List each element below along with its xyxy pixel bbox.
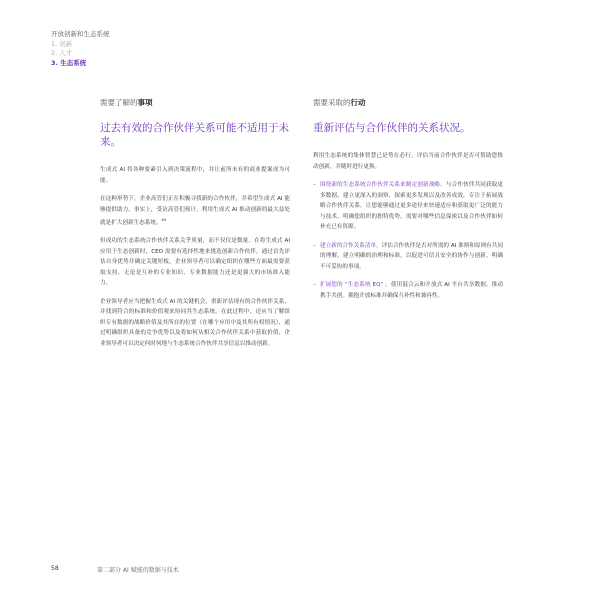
nav-item-ecosystem[interactable]: 3. 生态系统 (51, 58, 87, 67)
action-item (313, 241, 503, 273)
action-item (313, 280, 503, 301)
left-kicker-pre: 需要了解的 (100, 98, 138, 107)
right-kicker (313, 97, 503, 108)
actions-column (313, 97, 503, 309)
left-kicker (100, 97, 290, 108)
nav-item-innovation[interactable]: 1. 创新 (51, 39, 73, 48)
left-paragraph-2 (100, 194, 290, 228)
action-item (313, 180, 503, 233)
dash-bullet-icon: – (313, 282, 316, 288)
section-nav (51, 30, 110, 68)
right-kicker-strong: 行动 (350, 98, 366, 107)
dash-bullet-icon: – (313, 182, 316, 188)
action-text: 使用混合云和开放式 AI 平台共享数据，推动携手共创。拥抱开放标准并确保互补性和兼容性。 (320, 282, 503, 299)
dash-bullet-icon: – (313, 242, 316, 249)
action-text: 评估合作伙伴是否对所需的 AI 准则和原则有共同的理解。建立明确的治理和标准，以促进可信且安全的协作与创新。明确不可妥协的事项。 (320, 242, 503, 270)
left-paragraph-4: 企业领导者应当把握生成式 AI 的关键机会，重新评估现有的合作伙伴关系，并找到符合的标准和价值观来协同其生态系统。在此过程中，还应当了解组织专有数据的战略价值及其所在的位置（在哪个应用中及其所有权情况），通过明确组织具备的竞争优势以及将如何从相关合作伙伴关系中获取价值，企业领导者可以决定何时何地与生态系统合作伙伴共享信息以推动创新。 (100, 298, 290, 347)
action-text: 与合作伙伴共同获取更多数据、建立更深入的洞察、探索更多发现以及改善成效。专注于拓展战略合作伙伴关系，让您能够通过更多途径来快速适应和获取更广泛的能力与技术。明确您组织的独特优势、需要对哪些信息保密以及合作伙伴如何补充已有资源。 (320, 182, 503, 230)
left-heading: 过去有效的合作伙伴关系可能不适用于未来。 (100, 122, 289, 148)
left-paragraph-1: 生成式 AI 将各种要素引入到决策流程中，并让前所未有的商业提案成为可能。 (100, 167, 290, 184)
right-intro: 利用生态系统的集体智慧已是势在必行。评估当前合作伙伴是否可帮助您推动创新，并随时进行更换。 (313, 153, 503, 170)
action-lead: 建立新的合作关系清单。 (320, 242, 382, 249)
action-lead: 围绕新的生态系统合作伙伴关系来制定创新战略。 (320, 182, 446, 188)
action-list (313, 180, 503, 301)
nav-item-talent[interactable]: 2. 人才 (51, 49, 73, 57)
footnote-ref[interactable]: 64 (161, 217, 167, 222)
left-paragraph-2-text: 在这种形势下，企业高管们正在积极寻找新的合作伙伴，并希望生成式 AI 能够提供助力。事实上，受访高管们预计，利用生成式 AI 推动创新的最大益处就是扩大创新生态系统。 (100, 196, 290, 226)
right-kicker-pre: 需要采取的 (313, 98, 351, 107)
right-heading: 重新评估与合作伙伴的关系状况。 (313, 122, 471, 134)
left-kicker-strong: 事项 (137, 98, 153, 107)
footer-part-title: 第二部分 AI 赋能的数据与技术 (97, 567, 179, 574)
action-lead: 扩展您的 “生态系统 EQ” 。 (320, 282, 391, 288)
nav-title: 开放创新和生态系统 (51, 30, 110, 38)
page-number: 58 (51, 565, 59, 572)
what-to-know-column (100, 97, 290, 357)
left-paragraph-3: 但成功的生态系统合作伙伴关系关乎质量，而不仅仅是数量。在将生成式 AI 应用于生态创新时，CEO 需要有选择性地来挑选创新合作伙伴。通过首先评估自身优势并确定关键短板，企业领导者可以确定组织在哪些方面最需要获取支持，无论是互补的专业知识、专业数据能力还是更强大的市场准入能力。 (100, 238, 290, 287)
